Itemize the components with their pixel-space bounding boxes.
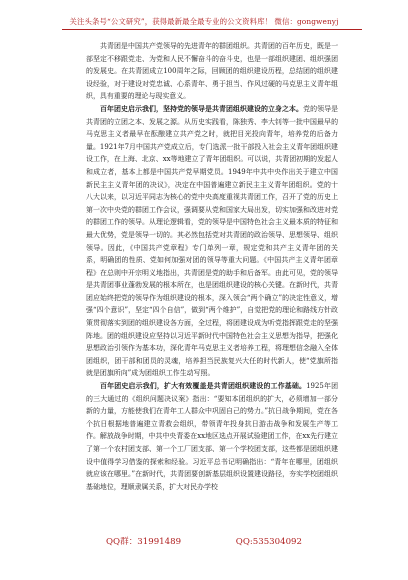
paragraph-text: 共青团是中国共产党领导的先进青年的群团组织。共青团的百年历史，既是一部坚定不移跟党走、为党和人民不懈奋斗的奋斗史，也是一部组织建团、组织强团的发展史。在共青团成立100周年之际，回顾团的组织建设历程，总结团的组织建设经验，对于建设对党忠诚、心系青年、勇于担当、作风过硬的马克思主义青年组织，具有重要的理论与现实意义。 <box>86 42 338 101</box>
page-footer <box>0 535 408 547</box>
document-body <box>86 40 338 493</box>
paragraph-party-leadership <box>86 103 338 380</box>
paragraph-intro <box>86 40 338 103</box>
paragraph-text: 党的领导是共青团的立团之本、发展之源。从历史实践看，陈独秀、李大钊等一批中国最早的马克思主义者最早在酝酿建立共产党之时，就把目光投向青年，培养党的后备力量。1921年7月中国共产党成立后，专门选派一批干部投入社会主义青年团组织建设工作，在上海、北京、xx等地建立了青年团组织。可以说，共青团初期的发起人和成立者，基本上都是中国共产党早期党员。1949年中共中央作出关于建立中国新民主主义青年团的决议》，决定在中国普遍建立新民主主义青年团组织。党的十八大以来，以习近平同志为核心的党中央高度重视共青团工作，召开了党的历史上第一次中央党的群团工作会议，强调要从党和国家大局出发，切实加强和改进对党的群团工作的领导。从理论逻辑看，党的领导是中国特色社会主义最本质的特征和最大优势，党是领导一切的。其必然包括党对共青团的政治领导、思想领导、组织领导。因此，《中国共产党章程》专门单列一章，规定党和共产主义青年团的关系，明确团的性质、党如何加强对团的领导等重大问题。《中国共产主义青年团章程》在总则中开宗明义地指出，共青团是党的助手和后备军。由此可见，党的领导是共青团事业蓬勃发展的根本所在，也是团组织建设的核心关键。在新时代，共青团应始终把党的领导作为组织建设的根本，深入领会“两个确立”的决定性意义，增强“四个意识”，坚定“四个自信”，做到“两个维护”，自觉把党的理论和路线方针政策贯彻落实到团的组织建设各方面，全过程，将团建设成为听党指挥跟党走的坚强阵地。团的组织建设应坚持以习近平新时代中国特色社会主义思想为指导，把强化思想政治引领作为基本功，深化青年马克思主义者培养工程，将理想信念融入全体团组织，团干部和团员的灵魂，培养担当民族复兴大任的时代新人，使“党旗所指就是团旗所向”成为团组织工作生动写照。 <box>86 104 339 378</box>
paragraph-lead: 百年团史启示我们，扩大有效覆盖是共青团组织建设的工作基础。 <box>100 381 307 391</box>
paragraph-text: 1925年团的三大通过的《组织问题决议案》指出：“要知本团组织的扩大，必须增加一部分新的力量，方能使我们在青年工人群众中巩固自己的势力。”抗日战争期间，党在各个抗日根据地普遍建立青救会组织，带领青年投身抗日游击战争和发展生产等工作。解放战争时期，中共中央青委在xx地区选点开展试验建团工作，在xx先行建立了第一个农村团支部、第一个工厂团支部、第一个学校团支部，这些都是团组织建设中值得学习借鉴的探索和经验。习近平总书记明确指出：“青年在哪里，团组织就应该在哪里。”在新时代，共青团要创新基层组织设置建设路径，夯实学校团组织基础地位，理顺隶属关系，扩大对民办学校 <box>86 382 339 491</box>
header-divider <box>62 29 362 30</box>
page-header: 关注头条号“公文研究”，获得最新最全最专业的公文资料库！ 微信：gongwenyj <box>69 17 339 26</box>
footer-qq-group: QQ群：31991489 <box>106 537 182 547</box>
footer-qq-contact: QQ:535304092 <box>235 537 302 547</box>
paragraph-coverage <box>86 380 338 493</box>
paragraph-lead: 百年团史启示我们，坚持党的领导是共青团组织建设的立身之本。 <box>100 103 304 113</box>
